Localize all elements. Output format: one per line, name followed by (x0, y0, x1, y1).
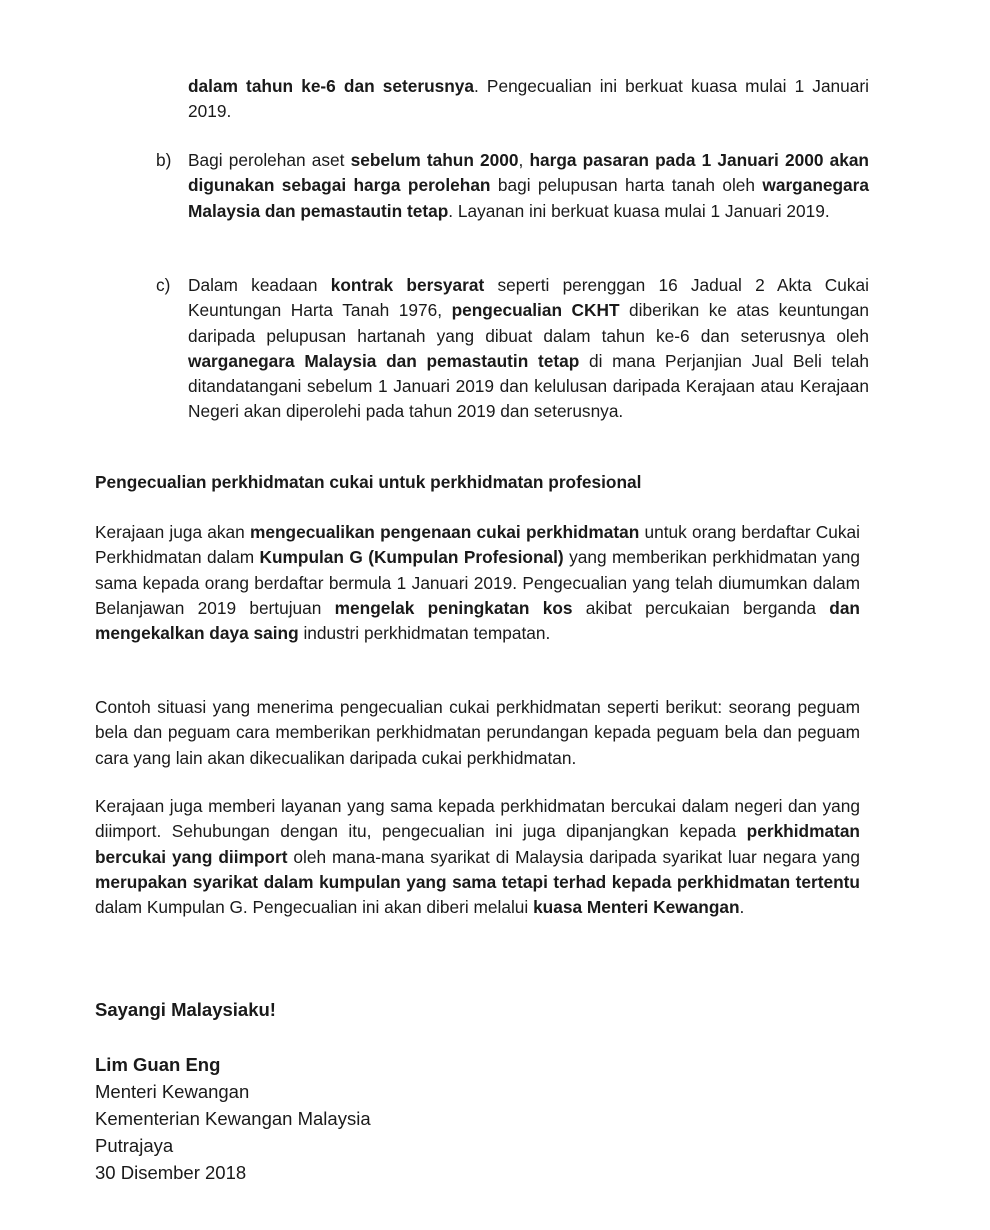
bold-text-run: harga pasaran pada 1 Januari 2000 akan digunakan sebagai harga perolehan (188, 150, 869, 196)
text-run: . (739, 897, 745, 918)
signature-block (95, 1051, 371, 1186)
text-run: Contoh situasi yang menerima pengecualian cukai perkhidmatan seperti berikut: seorang peguam bela dan peguam cara memberikan perkhidmatan perundangan kepada peguam bela dan peguam cara yang lain akan dikecualikan daripada cukai perkhidmatan. (95, 697, 860, 768)
section-heading: Pengecualian perkhidmatan cukai untuk perkhidmatan profesional (95, 472, 642, 492)
text-run: akibat percukaian berganda (572, 597, 830, 618)
text-run: Dalam keadaan (188, 275, 331, 295)
bold-text-run: dan mengekalkan daya saing (95, 597, 860, 644)
text-run: dalam Kumpulan G. Pengecualian ini akan diberi melalui (95, 897, 534, 918)
list-item-text (188, 273, 869, 425)
bold-text-run: dalam tahun ke-6 dan seterusnya (188, 76, 475, 96)
text-run: diberikan ke atas keuntungan daripada pelupusan hartanah yang dibuat dalam tahun ke-6 dan seterusnya oleh (188, 300, 869, 346)
list-marker: b) (156, 150, 172, 170)
bold-text-run: kontrak bersyarat (330, 275, 485, 295)
closing-slogan: Sayangi Malaysiaku! (95, 999, 276, 1020)
text-run: , (518, 150, 530, 170)
bold-text-run: kuasa Menteri Kewangan (533, 897, 740, 918)
text-run: bagi pelupusan harta tanah oleh (490, 175, 763, 196)
bold-text-run: warganegara Malaysia dan pemastautin tetap (188, 175, 870, 221)
bold-text-run: sebelum tahun 2000 (350, 150, 519, 170)
text-run: di mana Perjanjian Jual Beli telah ditandatangani sebelum 1 Januari 2019 dan kelulusan daripada Kerajaan atau Kerajaan Negeri akan diperolehi pada tahun 2019 dan seterusnya. (188, 350, 869, 422)
text-run: Kerajaan juga akan (95, 522, 250, 542)
paragraph-example (95, 695, 860, 771)
text-run: Bagi perolehan aset (188, 150, 351, 170)
bold-text-run: Kumpulan G (Kumpulan Profesional) (259, 547, 564, 568)
signatory-name: Lim Guan Eng (95, 1054, 221, 1075)
bold-text-run: pengecualian CKHT (451, 300, 620, 321)
text-run: untuk orang berdaftar Cukai Perkhidmatan dalam (95, 522, 860, 568)
paragraph-exemption (95, 520, 860, 646)
paragraph-a-continuation (188, 74, 869, 125)
text-run: Kerajaan juga memberi layanan yang sama kepada perkhidmatan bercukai dalam negeri dan yang diimport. Sehubungan dengan itu, pengecualian ini juga dipanjangkan kepada (95, 796, 860, 842)
bold-text-run: warganegara Malaysia dan pemastautin tetap (188, 350, 580, 371)
list-item-text (188, 148, 869, 224)
paragraph-imported-services (95, 794, 860, 920)
signatory-position: Menteri Kewangan (95, 1081, 250, 1102)
letter-date: 30 Disember 2018 (95, 1162, 247, 1183)
text-run: yang memberikan perkhidmatan yang sama kepada orang berdaftar bermula 1 Januari 2019. Pengecualian yang telah diumumkan dalam Belanjawan 2019 bertujuan (95, 547, 860, 618)
signatory-ministry: Kementerian Kewangan Malaysia (95, 1108, 371, 1129)
text-run: . Pengecualian ini berkuat kuasa mulai 1 Januari 2019. (188, 76, 869, 122)
list-marker: c) (156, 275, 171, 295)
bold-text-run: mengecualikan pengenaan cukai perkhidmatan (250, 522, 640, 542)
text-run: industri perkhidmatan tempatan. (298, 623, 551, 644)
bold-text-run: perkhidmatan bercukai yang diimport (95, 821, 860, 867)
signatory-place: Putrajaya (95, 1135, 174, 1156)
text-run: . Layanan ini berkuat kuasa mulai 1 Januari 2019. (448, 200, 830, 221)
bold-text-run: mengelak peningkatan kos (334, 597, 573, 618)
bold-text-run: merupakan syarikat dalam kumpulan yang sama tetapi terhad kepada perkhidmatan tertentu (95, 871, 860, 892)
text-run: seperti perenggan 16 Jadual 2 Akta Cukai Keuntungan Harta Tanah 1976, (188, 275, 869, 321)
text-run: oleh mana-mana syarikat di Malaysia daripada syarikat luar negara yang (287, 846, 860, 867)
